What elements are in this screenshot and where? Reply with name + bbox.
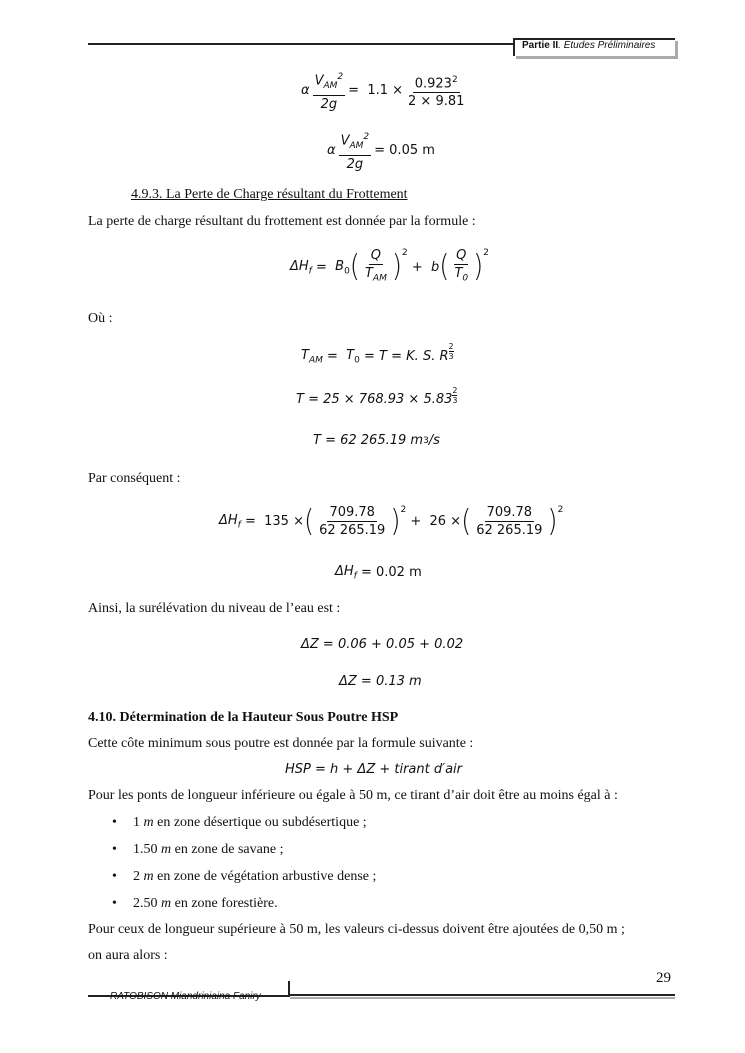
header-part-title: . Études Préliminaires [558, 40, 656, 51]
tirant-air-list [88, 812, 376, 920]
equation-dz-sum-text: ΔZ = 0.06 + 0.05 + 0.02 [301, 637, 464, 652]
footer-author: RATOBISON Miandriniaina Faniry [110, 991, 261, 1002]
equation-t-result: T = 62 265.19 m 3 /s [313, 433, 440, 448]
equation-hsp [285, 762, 462, 777]
equation-t-result-text: T = 62 265.19 m [313, 433, 424, 448]
bullet-text: en zone de savane ; [171, 842, 284, 857]
list-item [88, 866, 376, 893]
bullet-value: 2.50 [133, 896, 158, 911]
equation-hsp-text: HSP = h + ΔZ + tirant d′air [285, 762, 462, 777]
equation-dhf-b0: B [335, 258, 345, 274]
equation-dhf-result: $\Delta H_f$ = 0.02 m [335, 564, 422, 582]
running-header [522, 40, 655, 51]
equation-dhf-calc-c1: 135 × [264, 514, 304, 529]
bullet-unit: m [143, 869, 154, 884]
equation-alpha-1-coef: 1.1 × [367, 83, 404, 99]
paragraph-hsp-intro: Cette côte minimum sous poutre est donnée par la formule suivante : [88, 736, 474, 751]
list-item [88, 893, 376, 920]
paragraph-ainsi: Ainsi, la surélévation du niveau de l’eau est : [88, 601, 341, 616]
equation-t-numeric-text: T = 25 × 768.93 × 5.83 [296, 392, 453, 407]
paragraph-ou: Où : [88, 311, 113, 326]
list-item [88, 839, 376, 866]
equation-dhf-calc: $\Delta H_f$ = 135 × ( $\frac{709.78}{62 265.19}$ ) $^2$ + 26 × ( $\frac{709.78}{62 265.19}$ ) $^2$ [219, 504, 564, 539]
bullet-value: 1.50 [133, 842, 158, 857]
bullet-unit: m [161, 896, 172, 911]
equation-dz-result [339, 674, 422, 689]
equation-alpha-1-num: 0.923 [414, 76, 452, 92]
section-title: 4.10. Détermination de la Hauteur Sous Poutre HSP [88, 710, 399, 725]
equation-alpha-2: α $\frac{V_{AM}^2}{2g}$ = 0.05 m [327, 132, 435, 172]
equation-dhf-calc-n2: 709.78 [486, 505, 533, 520]
equation-t-numeric: T = 25 × 768.93 × 5.83 $^{\frac{2}{3}}$ [296, 386, 458, 407]
header-part-label: Partie II [522, 40, 559, 51]
paragraph-par-consequent: Par conséquent : [88, 471, 181, 486]
paragraph-formula-intro: La perte de charge résultant du frottement est donnée par la formule : [88, 214, 476, 229]
equation-dhf-b: b [431, 259, 440, 275]
paragraph-longueur-sup-2: on aura alors : [88, 948, 168, 963]
bullet-value: 1 [133, 815, 140, 830]
equation-dhf-calc-d2: 62 265.19 [476, 523, 543, 538]
equation-dhf-formula: $\Delta H_f$ = $B_0$ ( $\frac{Q}{T_{AM}}$ ) $^2$ + b ( $\frac{Q}{T_0}$ ) $^2$ [290, 248, 490, 285]
bullet-unit: m [143, 815, 154, 830]
bullet-value: 2 [133, 869, 140, 884]
equation-alpha-1-num-exp: 2 [451, 74, 458, 85]
equation-alpha-2-rhs: = 0.05 m [374, 143, 435, 159]
equation-dz-result-text: ΔZ = 0.13 m [339, 674, 422, 689]
bullet-text: en zone de végétation arbustive dense ; [153, 869, 377, 884]
bullet-unit: m [161, 842, 172, 857]
page-number: 29 [656, 970, 671, 986]
header-rule [88, 43, 513, 45]
equation-dhf-result-text: = 0.02 m [360, 565, 422, 581]
paragraph-longueur-sup-1: Pour ceux de longueur supérieure à 50 m, les valeurs ci-dessus doivent être ajoutées de 0,50 m ; [88, 922, 625, 937]
bullet-text: en zone désertique ou subdésertique ; [153, 815, 367, 830]
subsection-title: 4.9.3. La Perte de Charge résultant du Frottement [131, 187, 408, 202]
list-item [88, 812, 376, 839]
equation-t-definition: $T_{AM}$ = $T_0$ = T = K. S. R $^{\frac{2}{3}}$ [301, 342, 454, 366]
footer-rule [290, 994, 675, 996]
equation-dhf-calc-c2: 26 × [429, 514, 462, 529]
equation-dhf-calc-d1: 62 265.19 [319, 523, 386, 538]
equation-dz-sum [301, 637, 463, 652]
equation-alpha-1-den: 2 × 9.81 [408, 94, 465, 110]
equation-dhf-calc-n1: 709.78 [329, 505, 375, 520]
equation-alpha-1: α $\frac{V_{AM}^2}{2g}$ = 1.1 × $\frac{0.923^2}{2 \times 9.81}$ [301, 72, 465, 112]
bullet-text: en zone forestière. [171, 896, 278, 911]
paragraph-ponts: Pour les ponts de longueur inférieure ou égale à 50 m, ce tirant d’air doit être au moins égal à : [88, 788, 618, 803]
